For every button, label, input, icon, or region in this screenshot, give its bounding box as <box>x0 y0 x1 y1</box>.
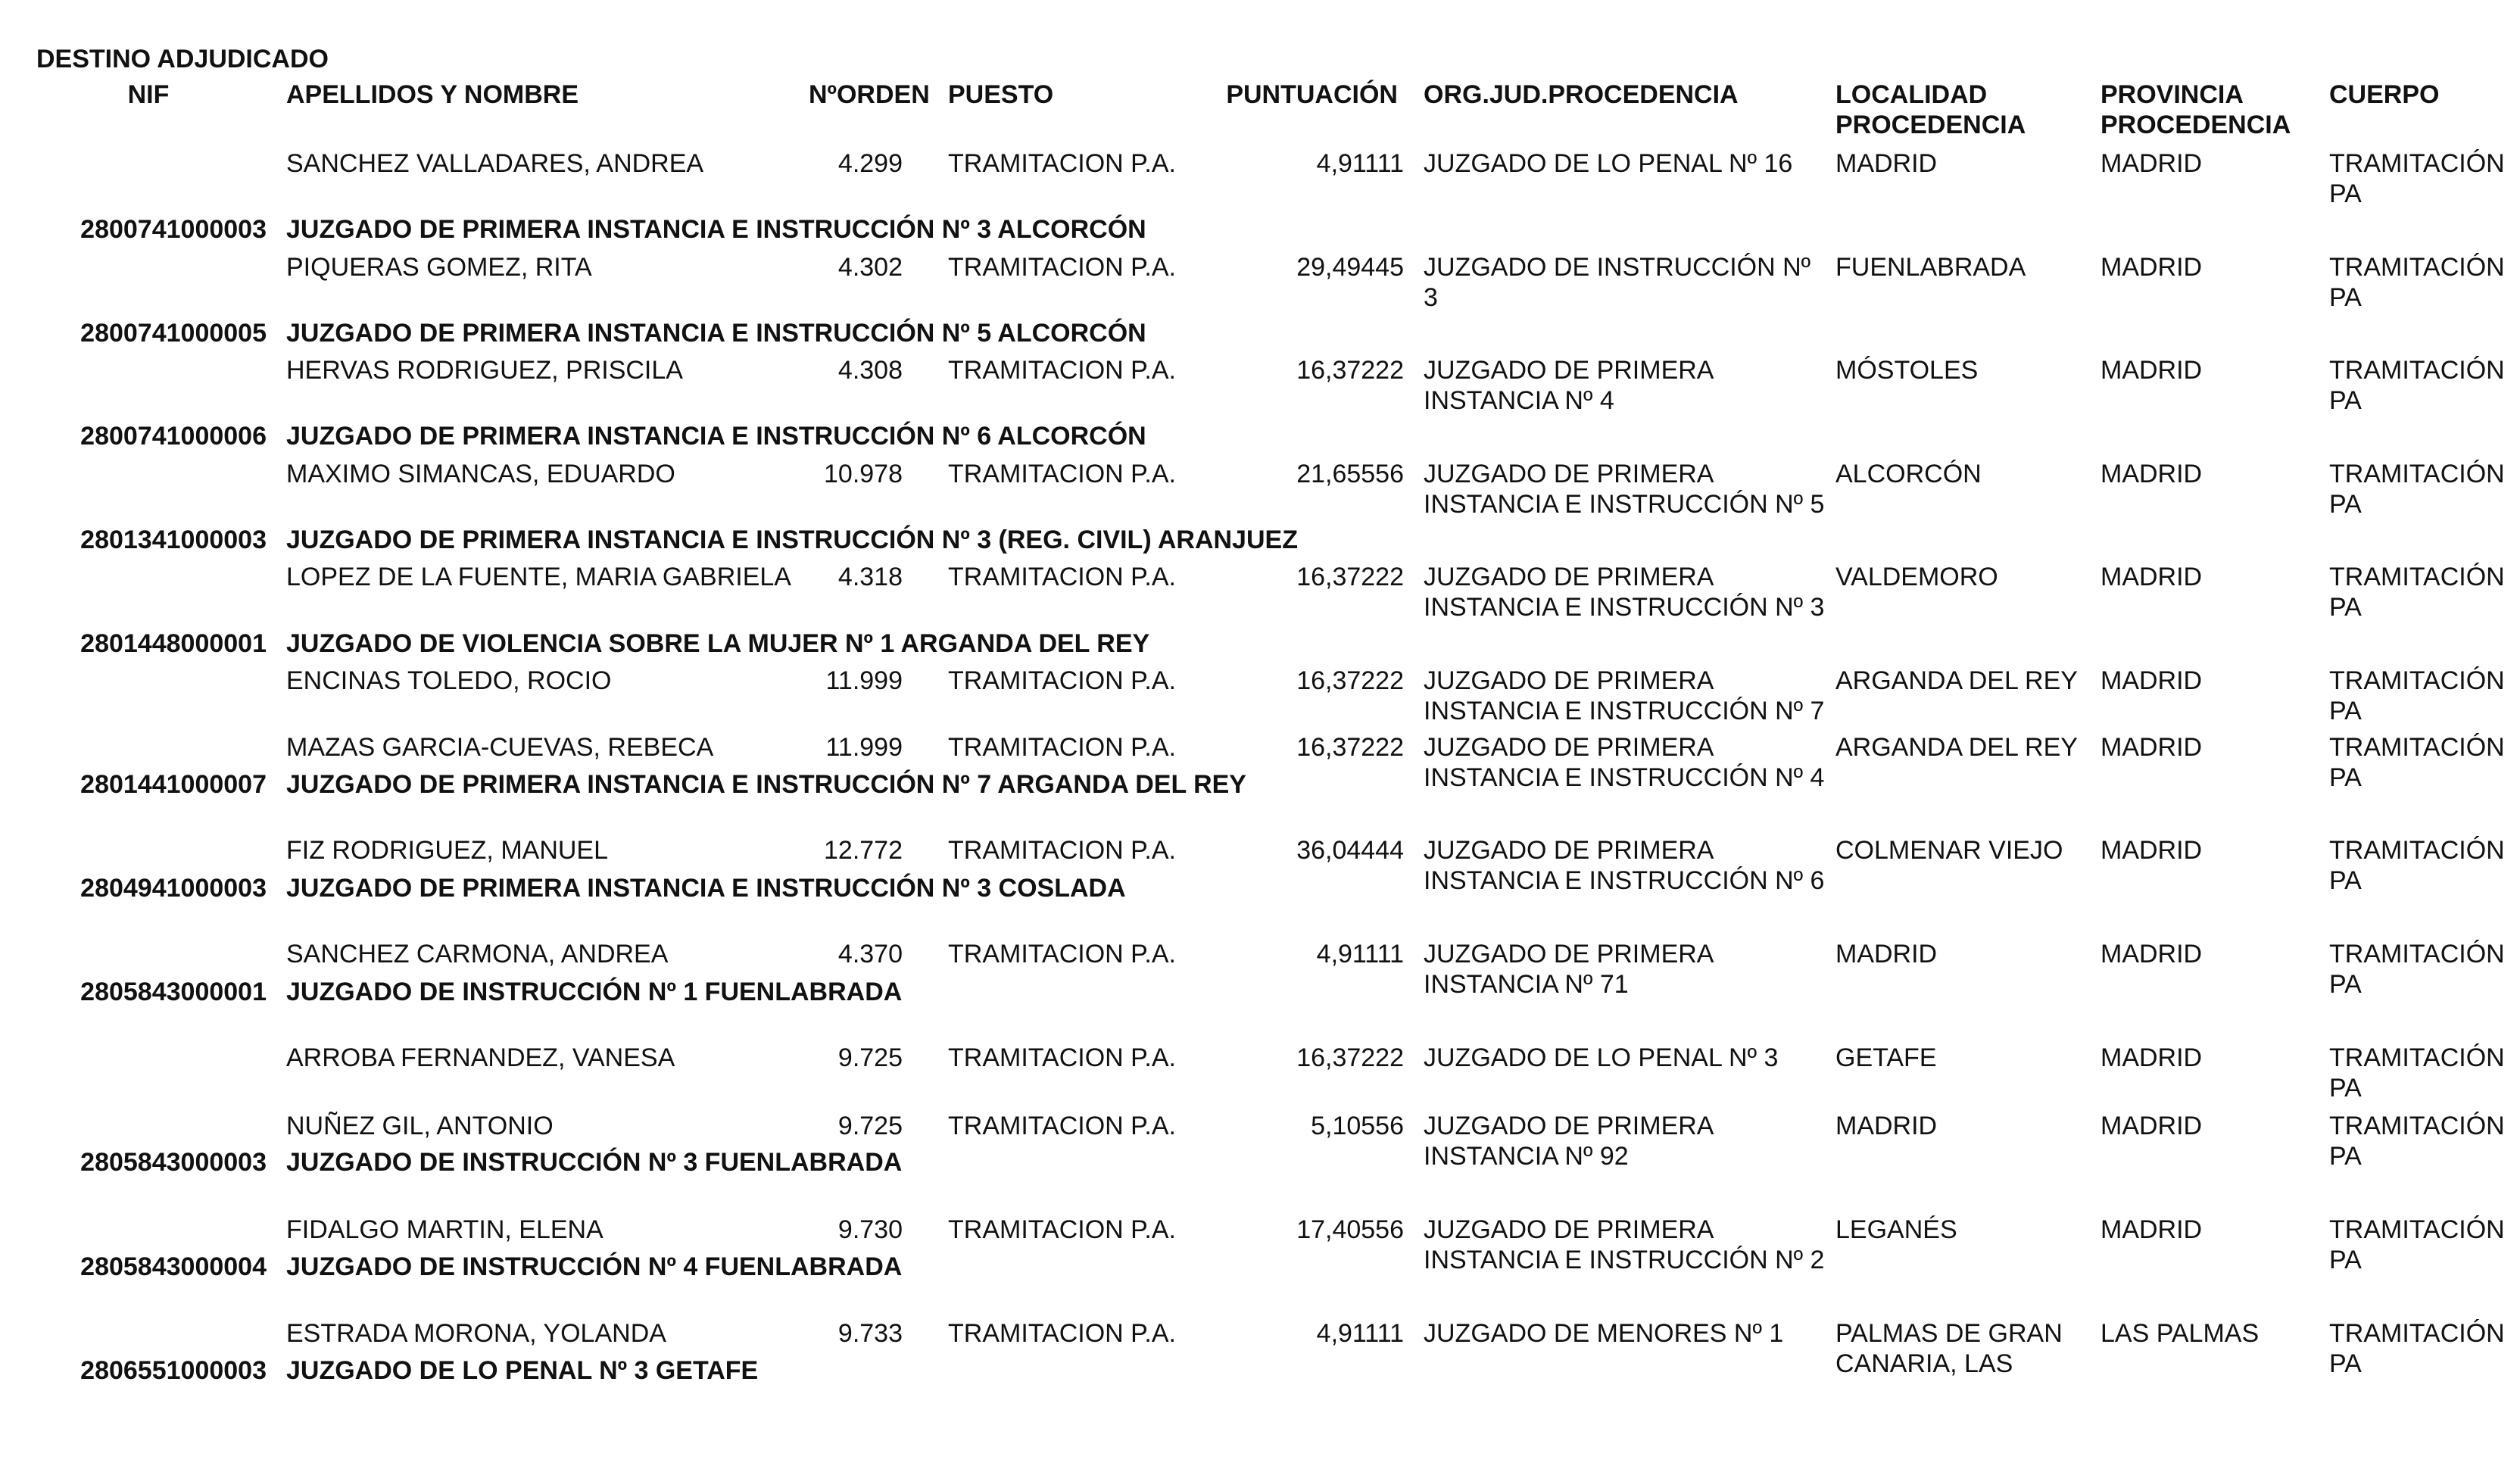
localidad-procedencia: MÓSTOLES <box>1835 356 1979 385</box>
person-name: LOPEZ DE LA FUENTE, MARIA GABRIELA <box>286 563 791 591</box>
org-procedencia: INSTANCIA E INSTRUCCIÓN Nº 3 <box>1424 593 1825 622</box>
puntuacion: 4,91111 <box>1316 149 1404 178</box>
section-title: DESTINO ADJUDICADO <box>36 45 329 73</box>
person-name: ENCINAS TOLEDO, ROCIO <box>286 666 612 695</box>
org-procedencia: JUZGADO DE PRIMERA <box>1424 356 1714 385</box>
cuerpo: TRAMITACIÓN <box>2329 149 2505 178</box>
cuerpo: PA <box>2329 970 2362 999</box>
puesto: TRAMITACION P.A. <box>948 1043 1177 1072</box>
localidad-procedencia: PALMAS DE GRAN <box>1835 1319 2063 1348</box>
cuerpo: TRAMITACIÓN <box>2329 733 2505 762</box>
org-procedencia: INSTANCIA Nº 4 <box>1424 386 1614 415</box>
destination-nif: 2805843000003 <box>80 1148 267 1177</box>
person-name: ARROBA FERNANDEZ, VANESA <box>286 1043 675 1072</box>
cuerpo: PA <box>2329 1349 2362 1378</box>
puntuacion: 4,91111 <box>1316 1319 1404 1348</box>
orden-number: 9.725 <box>837 1112 903 1140</box>
cuerpo: TRAMITACIÓN <box>2329 563 2505 591</box>
cuerpo: TRAMITACIÓN <box>2329 1043 2505 1072</box>
cuerpo: PA <box>2329 386 2362 415</box>
localidad-procedencia: MADRID <box>1835 149 1938 178</box>
org-procedencia: INSTANCIA E INSTRUCCIÓN Nº 2 <box>1424 1246 1825 1274</box>
destination-title: JUZGADO DE PRIMERA INSTANCIA E INSTRUCCIÓN Nº 3 COSLADA <box>286 874 1126 903</box>
destination-title: JUZGADO DE PRIMERA INSTANCIA E INSTRUCCIÓN Nº 3 (REG. CIVIL) ARANJUEZ <box>286 526 1298 554</box>
orden-number: 11.999 <box>825 733 903 762</box>
destination-title: JUZGADO DE INSTRUCCIÓN Nº 3 FUENLABRADA <box>286 1148 903 1177</box>
orden-number: 10.978 <box>824 460 903 488</box>
localidad-procedencia: VALDEMORO <box>1835 563 1998 591</box>
localidad-procedencia: MADRID <box>1835 1112 1938 1140</box>
destination-nif: 2800741000006 <box>80 422 267 451</box>
provincia-procedencia: MADRID <box>2101 149 2203 178</box>
localidad-procedencia: LEGANÉS <box>1835 1215 1957 1244</box>
org-procedencia: JUZGADO DE PRIMERA <box>1424 733 1714 762</box>
cuerpo: PA <box>2329 179 2362 208</box>
header-apellidos: APELLIDOS Y NOMBRE <box>286 80 579 109</box>
cuerpo: TRAMITACIÓN <box>2329 253 2505 282</box>
puntuacion: 4,91111 <box>1316 940 1404 968</box>
destination-nif: 2806551000003 <box>80 1356 267 1385</box>
org-procedencia: JUZGADO DE PRIMERA <box>1424 460 1714 488</box>
provincia-procedencia: MADRID <box>2101 356 2203 385</box>
puntuacion: 16,37222 <box>1296 563 1404 591</box>
org-procedencia: INSTANCIA E INSTRUCCIÓN Nº 7 <box>1424 697 1825 725</box>
destination-nif: 2804941000003 <box>80 874 267 903</box>
org-procedencia: JUZGADO DE PRIMERA <box>1424 1112 1714 1140</box>
orden-number: 4.302 <box>837 253 903 282</box>
provincia-procedencia: MADRID <box>2101 940 2203 968</box>
org-procedencia: JUZGADO DE LO PENAL Nº 3 <box>1424 1043 1779 1072</box>
destination-nif: 2801341000003 <box>80 526 267 554</box>
puesto: TRAMITACION P.A. <box>948 356 1177 385</box>
localidad-procedencia: CANARIA, LAS <box>1835 1349 2013 1378</box>
orden-number: 9.733 <box>837 1319 903 1348</box>
puntuacion: 16,37222 <box>1296 356 1404 385</box>
puesto: TRAMITACION P.A. <box>948 1112 1177 1140</box>
destination-title: JUZGADO DE LO PENAL Nº 3 GETAFE <box>286 1356 759 1385</box>
cuerpo: PA <box>2329 490 2362 519</box>
puesto: TRAMITACION P.A. <box>948 1215 1177 1244</box>
puntuacion: 16,37222 <box>1296 1043 1404 1072</box>
org-procedencia: JUZGADO DE MENORES Nº 1 <box>1424 1319 1784 1348</box>
puesto: TRAMITACION P.A. <box>948 149 1177 178</box>
org-procedencia: INSTANCIA E INSTRUCCIÓN Nº 5 <box>1424 490 1825 519</box>
person-name: FIZ RODRIGUEZ, MANUEL <box>286 836 609 865</box>
cuerpo: TRAMITACIÓN <box>2329 1215 2505 1244</box>
header-puntuacion: PUNTUACIÓN <box>1226 80 1398 109</box>
localidad-procedencia: ALCORCÓN <box>1835 460 1982 488</box>
org-procedencia: JUZGADO DE PRIMERA <box>1424 836 1714 865</box>
cuerpo: PA <box>2329 697 2362 725</box>
destination-title: JUZGADO DE VIOLENCIA SOBRE LA MUJER Nº 1 ARGANDA DEL REY <box>286 629 1150 658</box>
destination-nif: 2801448000001 <box>80 629 267 658</box>
cuerpo: PA <box>2329 763 2362 792</box>
header-provincia: PROVINCIA <box>2101 80 2244 109</box>
localidad-procedencia: ARGANDA DEL REY <box>1835 733 2078 762</box>
person-name: NUÑEZ GIL, ANTONIO <box>286 1112 554 1140</box>
cuerpo: PA <box>2329 283 2362 312</box>
destination-title: JUZGADO DE PRIMERA INSTANCIA E INSTRUCCIÓN Nº 5 ALCORCÓN <box>286 319 1146 348</box>
cuerpo: PA <box>2329 593 2362 622</box>
orden-number: 4.308 <box>837 356 903 385</box>
orden-number: 4.299 <box>837 149 903 178</box>
person-name: HERVAS RODRIGUEZ, PRISCILA <box>286 356 683 385</box>
puntuacion: 16,37222 <box>1296 733 1404 762</box>
cuerpo: TRAMITACIÓN <box>2329 940 2505 968</box>
provincia-procedencia: MADRID <box>2101 1215 2203 1244</box>
destination-title: JUZGADO DE INSTRUCCIÓN Nº 1 FUENLABRADA <box>286 978 903 1006</box>
orden-number: 4.318 <box>837 563 903 591</box>
destination-title: JUZGADO DE PRIMERA INSTANCIA E INSTRUCCIÓN Nº 6 ALCORCÓN <box>286 422 1146 451</box>
destination-nif: 2805843000001 <box>80 978 267 1006</box>
puesto: TRAMITACION P.A. <box>948 940 1177 968</box>
puntuacion: 21,65556 <box>1296 460 1404 488</box>
person-name: SANCHEZ CARMONA, ANDREA <box>286 940 669 968</box>
orden-number: 9.730 <box>837 1215 903 1244</box>
org-procedencia: INSTANCIA Nº 71 <box>1424 970 1629 999</box>
localidad-procedencia: ARGANDA DEL REY <box>1835 666 2078 695</box>
header-org-procedencia: ORG.JUD.PROCEDENCIA <box>1424 80 1739 109</box>
destination-nif: 2805843000004 <box>80 1252 267 1281</box>
localidad-procedencia: MADRID <box>1835 940 1938 968</box>
puntuacion: 29,49445 <box>1296 253 1404 282</box>
org-procedencia: JUZGADO DE PRIMERA <box>1424 666 1714 695</box>
puntuacion: 16,37222 <box>1296 666 1404 695</box>
provincia-procedencia: MADRID <box>2101 1112 2203 1140</box>
person-name: PIQUERAS GOMEZ, RITA <box>286 253 592 282</box>
header-puesto: PUESTO <box>948 80 1054 109</box>
org-procedencia: INSTANCIA E INSTRUCCIÓN Nº 6 <box>1424 866 1825 895</box>
puesto: TRAMITACION P.A. <box>948 563 1177 591</box>
cuerpo: PA <box>2329 1142 2362 1171</box>
destination-nif: 2800741000003 <box>80 215 267 244</box>
person-name: MAZAS GARCIA-CUEVAS, REBECA <box>286 733 714 762</box>
provincia-procedencia: MADRID <box>2101 1043 2203 1072</box>
person-name: FIDALGO MARTIN, ELENA <box>286 1215 603 1244</box>
puesto: TRAMITACION P.A. <box>948 836 1177 865</box>
person-name: MAXIMO SIMANCAS, EDUARDO <box>286 460 675 488</box>
org-procedencia: 3 <box>1424 283 1438 312</box>
provincia-procedencia: MADRID <box>2101 666 2203 695</box>
orden-number: 4.370 <box>837 940 903 968</box>
puesto: TRAMITACION P.A. <box>948 666 1177 695</box>
puesto: TRAMITACION P.A. <box>948 253 1177 282</box>
provincia-procedencia: MADRID <box>2101 836 2203 865</box>
person-name: SANCHEZ VALLADARES, ANDREA <box>286 149 704 178</box>
provincia-procedencia: MADRID <box>2101 733 2203 762</box>
org-procedencia: INSTANCIA Nº 92 <box>1424 1142 1629 1171</box>
destination-title: JUZGADO DE PRIMERA INSTANCIA E INSTRUCCIÓN Nº 7 ARGANDA DEL REY <box>286 770 1246 799</box>
cuerpo: TRAMITACIÓN <box>2329 1319 2505 1348</box>
localidad-procedencia: COLMENAR VIEJO <box>1835 836 2063 865</box>
provincia-procedencia: MADRID <box>2101 253 2203 282</box>
org-procedencia: JUZGADO DE INSTRUCCIÓN Nº <box>1424 253 1811 282</box>
puntuacion: 36,04444 <box>1296 836 1404 865</box>
puesto: TRAMITACION P.A. <box>948 733 1177 762</box>
orden-number: 9.725 <box>837 1043 903 1072</box>
cuerpo: PA <box>2329 1246 2362 1274</box>
cuerpo: PA <box>2329 866 2362 895</box>
destination-nif: 2801441000007 <box>80 770 267 799</box>
org-procedencia: JUZGADO DE PRIMERA <box>1424 563 1714 591</box>
cuerpo: TRAMITACIÓN <box>2329 666 2505 695</box>
localidad-procedencia: FUENLABRADA <box>1835 253 2026 282</box>
header-localidad: LOCALIDAD <box>1835 80 1988 109</box>
cuerpo: TRAMITACIÓN <box>2329 1112 2505 1140</box>
org-procedencia: JUZGADO DE PRIMERA <box>1424 1215 1714 1244</box>
destination-nif: 2800741000005 <box>80 319 267 348</box>
orden-number: 12.772 <box>824 836 903 865</box>
org-procedencia: INSTANCIA E INSTRUCCIÓN Nº 4 <box>1424 763 1825 792</box>
cuerpo: TRAMITACIÓN <box>2329 836 2505 865</box>
orden-number: 11.999 <box>825 666 903 695</box>
provincia-procedencia: MADRID <box>2101 460 2203 488</box>
header-nif: NIF <box>127 80 170 109</box>
org-procedencia: JUZGADO DE LO PENAL Nº 16 <box>1424 149 1793 178</box>
org-procedencia: JUZGADO DE PRIMERA <box>1424 940 1714 968</box>
header-provincia-line2: PROCEDENCIA <box>2101 111 2291 139</box>
puesto: TRAMITACION P.A. <box>948 460 1177 488</box>
puesto: TRAMITACION P.A. <box>948 1319 1177 1348</box>
destination-title: JUZGADO DE INSTRUCCIÓN Nº 4 FUENLABRADA <box>286 1252 903 1281</box>
cuerpo: TRAMITACIÓN <box>2329 356 2505 385</box>
person-name: ESTRADA MORONA, YOLANDA <box>286 1319 666 1348</box>
puntuacion: 17,40556 <box>1296 1215 1404 1244</box>
provincia-procedencia: MADRID <box>2101 563 2203 591</box>
header-cuerpo: CUERPO <box>2329 80 2440 109</box>
provincia-procedencia: LAS PALMAS <box>2101 1319 2260 1348</box>
header-localidad-line2: PROCEDENCIA <box>1835 111 2026 139</box>
cuerpo: TRAMITACIÓN <box>2329 460 2505 488</box>
header-orden: NºORDEN <box>809 80 930 109</box>
cuerpo: PA <box>2329 1074 2362 1103</box>
localidad-procedencia: GETAFE <box>1835 1043 1937 1072</box>
destination-title: JUZGADO DE PRIMERA INSTANCIA E INSTRUCCIÓN Nº 3 ALCORCÓN <box>286 215 1146 244</box>
puntuacion: 5,10556 <box>1311 1112 1404 1140</box>
